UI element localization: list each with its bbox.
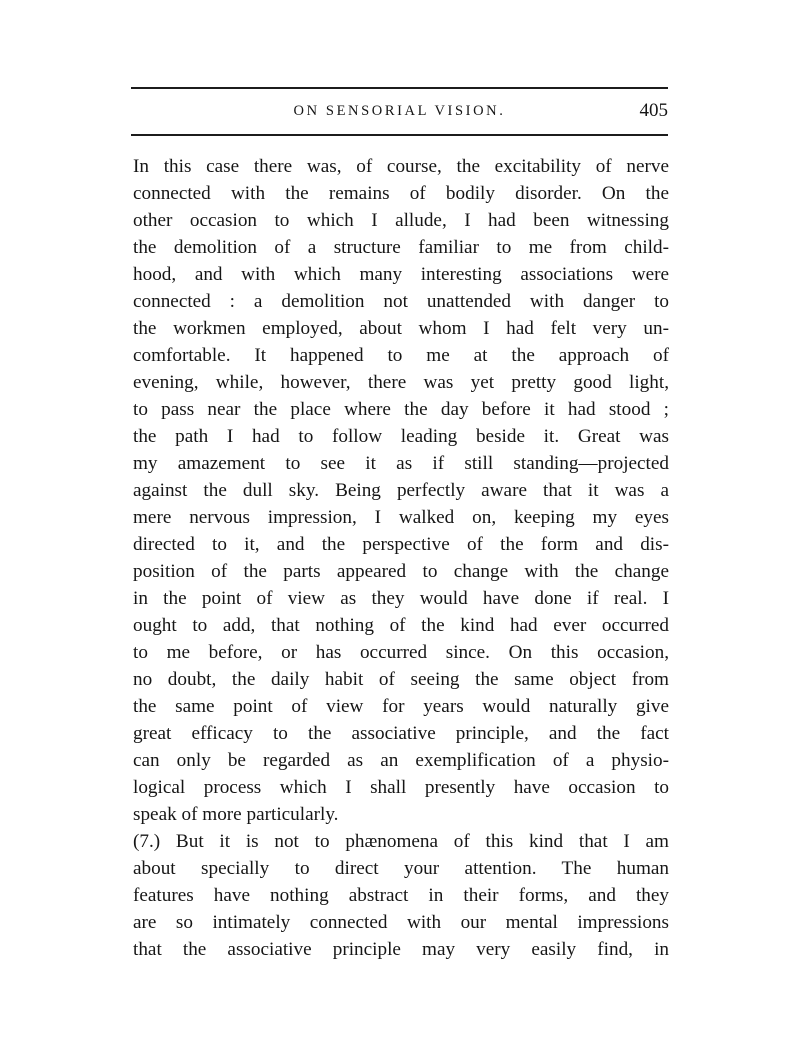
- text-line-paragraph-start: (7.) But it is not to phænomena of this kind that I am: [133, 831, 669, 852]
- text-line: to pass near the place where the day before it had stood ;: [133, 399, 669, 420]
- text-line: that the associative principle may very easily find, in: [133, 939, 669, 960]
- text-line: hood, and with which many interesting associations were: [133, 264, 669, 285]
- text-line: the path I had to follow leading beside it. Great was: [133, 426, 669, 447]
- text-line-paragraph-end: speak of more particularly.: [133, 804, 339, 825]
- text-line: position of the parts appeared to change with the change: [133, 561, 669, 582]
- page-number: 405: [639, 100, 668, 121]
- text-line: no doubt, the daily habit of seeing the same object from: [133, 669, 669, 690]
- text-line: ought to add, that nothing of the kind had ever occurred: [133, 615, 669, 636]
- text-line: logical process which I shall presently have occasion to: [133, 777, 669, 798]
- running-title: ON SENSORIAL VISION.: [293, 103, 506, 119]
- text-line: In this case there was, of course, the excitability of nerve: [133, 156, 669, 177]
- text-line: mere nervous impression, I walked on, keeping my eyes: [133, 507, 669, 528]
- text-line: the demolition of a structure familiar to me from child-: [133, 237, 669, 258]
- body-text: [133, 153, 669, 963]
- text-line: against the dull sky. Being perfectly aware that it was a: [133, 480, 669, 501]
- text-line: comfortable. It happened to me at the approach of: [133, 345, 669, 366]
- text-line: features have nothing abstract in their forms, and they: [133, 885, 669, 906]
- text-line: connected : a demolition not unattended with danger to: [133, 291, 669, 312]
- running-head: [131, 101, 668, 127]
- text-line: directed to it, and the perspective of the form and dis-: [133, 534, 669, 555]
- header-rule-top: [131, 87, 668, 89]
- text-line: other occasion to which I allude, I had been witnessing: [133, 210, 669, 231]
- text-line: about specially to direct your attention. The human: [133, 858, 669, 879]
- text-line: the same point of view for years would naturally give: [133, 696, 669, 717]
- text-line: evening, while, however, there was yet pretty good light,: [133, 372, 669, 393]
- text-line: to me before, or has occurred since. On this occasion,: [133, 642, 669, 663]
- header-rule-bottom: [131, 134, 668, 136]
- text-line: connected with the remains of bodily disorder. On the: [133, 183, 669, 204]
- text-line: the workmen employed, about whom I had felt very un-: [133, 318, 669, 339]
- text-line: are so intimately connected with our mental impressions: [133, 912, 669, 933]
- text-line: great efficacy to the associative principle, and the fact: [133, 723, 669, 744]
- text-line: can only be regarded as an exemplification of a physio-: [133, 750, 669, 771]
- text-line: in the point of view as they would have done if real. I: [133, 588, 669, 609]
- text-line: my amazement to see it as if still standing—projected: [133, 453, 669, 474]
